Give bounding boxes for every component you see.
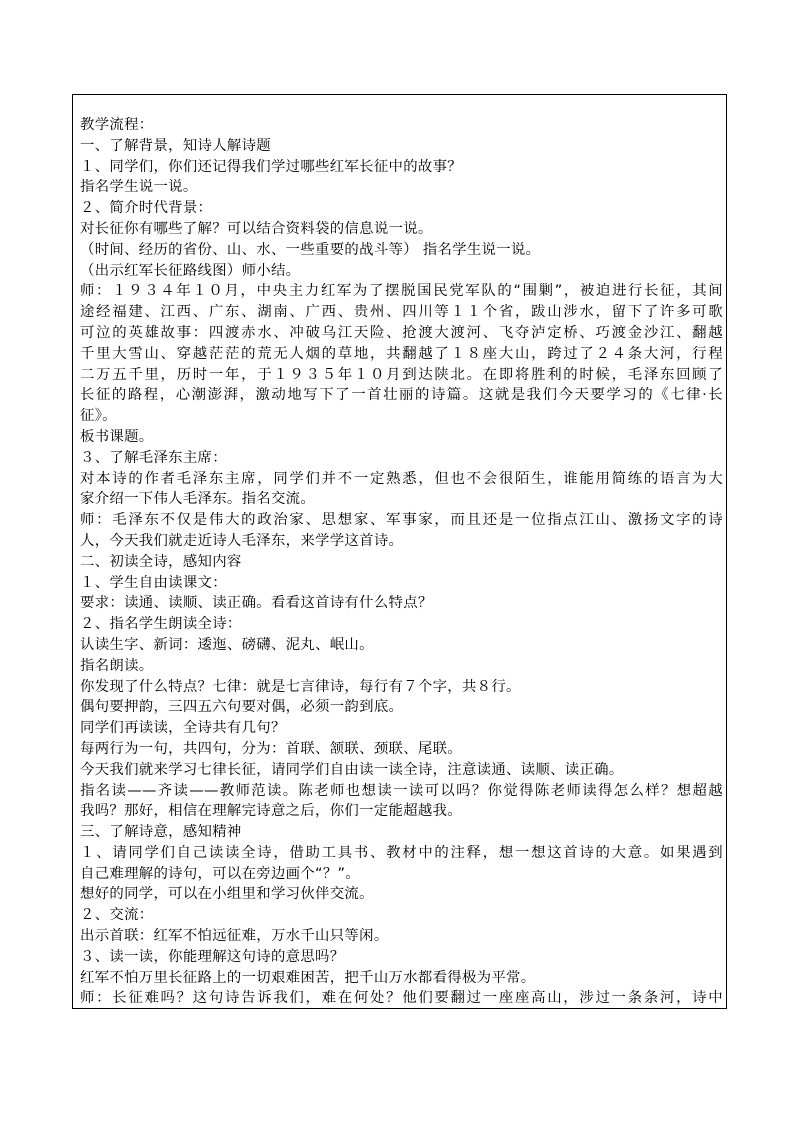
text-line: ３、读一读，你能理解这句诗的意思吗？ [80,948,345,965]
text-line: 自己难理解的诗句，可以在旁边画个“？”。 [80,865,360,882]
text-line: 一、了解背景，知诗人解诗题 [80,137,271,154]
text-line: 红军不怕万里长征路上的一切艰难困苦，把千山万水都看得极为平常。 [80,969,536,986]
text-line: 每两行为一句，共四句，分为：首联、颔联、颈联、尾联。 [80,740,462,757]
text-line: 家介绍一下伟人毛泽东。指名交流。 [80,491,316,508]
text-line: １、学生自由读课文： [80,574,227,591]
document-frame [72,94,727,1009]
document-body [80,115,723,1009]
text-line: （时间、经历的省份、山、水、一些重要的战斗等） 指名学生说一说。 [80,241,541,258]
text-line: 板书课题。 [80,428,154,445]
text-line: 师：１９３４年１０月，中央主力红军为了摆脱国民党军队的“围剿”，被迫进行长征，其间 [80,283,723,300]
text-line: ２、指名学生朗读全诗： [80,616,242,633]
text-line: ２、简介时代背景： [80,200,213,217]
text-line: （出示红军长征路线图）师小结。 [80,262,301,279]
text-line: 征》。 [80,408,117,425]
text-line: 指名朗读。 [80,657,154,674]
text-line: 同学们再读读，全诗共有几句？ [80,720,286,737]
text-line: 人，今天我们就走近诗人毛泽东，来学学这首诗。 [80,532,404,549]
text-line: 可泣的英雄故事：四渡赤水、冲破乌江天险、抢渡大渡河、飞夺泸定桥、巧渡金沙江、翻越 [80,324,723,341]
text-line: 千里大雪山、穿越茫茫的荒无人烟的草地，共翻越了１８座大山，跨过了２４条大河，行程 [80,345,723,362]
text-line: ２、交流： [80,907,154,924]
text-line: 指名学生说一说。 [80,179,198,196]
text-line: 途经福建、江西、广东、湖南、广西、贵州、四川等１１个省，跋山涉水，留下了许多可歌 [80,304,723,321]
text-line: 指名读——齐读——教师范读。陈老师也想读一读可以吗？你觉得陈老师读得怎么样？想超越 [80,782,723,799]
text-line: 长征的路程，心潮澎湃，激动地写下了一首壮丽的诗篇。这就是我们今天要学习的《七律·长 [80,387,723,404]
text-line: 认读生字、新词：逶迤、磅礴、泥丸、岷山。 [80,636,374,653]
text-line: １、请同学们自己读读全诗，借助工具书、教材中的注释，想一想这首诗的大意。如果遇到 [80,844,723,861]
text-line: 二、初读全诗，感知内容 [80,553,242,570]
text-line: 对长征你有哪些了解？可以结合资料袋的信息说一说。 [80,220,433,237]
text-line: 师：毛泽东不仅是伟大的政治家、思想家、军事家，而且还是一位指点江山、激扬文字的诗 [80,512,723,529]
text-line: 想好的同学，可以在小组里和学习伙伴交流。 [80,886,374,903]
text-line: １、同学们，你们还记得我们学过哪些红军长征中的故事？ [80,158,462,175]
text-line: 出示首联：红军不怕远征难，万水千山只等闲。 [80,928,389,945]
text-line: 三、了解诗意，感知精神 [80,824,242,841]
text-line: 你发现了什么特点？七律：就是七言律诗，每行有７个字，共８行。 [80,678,521,695]
text-line: 师：长征难吗？这句诗告诉我们，难在何处？他们要翻过一座座高山，涉过一条条河，诗中 [80,990,723,1007]
text-line: 教学流程： [80,117,154,133]
text-line: 对本诗的作者毛泽东主席，同学们并不一定熟悉，但也不会很陌生，谁能用简练的语言为大 [80,470,723,487]
text-line: 偶句要押韵，三四五六句要对偶，必须一韵到底。 [80,699,404,716]
text-line: 今天我们就来学习七律长征，请同学们自由读一读全诗，注意读通、读顺、读正确。 [80,761,624,778]
text-line: 要求：读通、读顺、读正确。看看这首诗有什么特点？ [80,595,433,612]
text-line: 二万五千里，历时一年，于１９３５年１０月到达陕北。在即将胜利的时候，毛泽东回顾了 [80,366,723,383]
text-line: 我吗？那好，相信在理解完诗意之后，你们一定能超越我。 [80,803,462,820]
text-line: ３、了解毛泽东主席： [80,449,227,466]
